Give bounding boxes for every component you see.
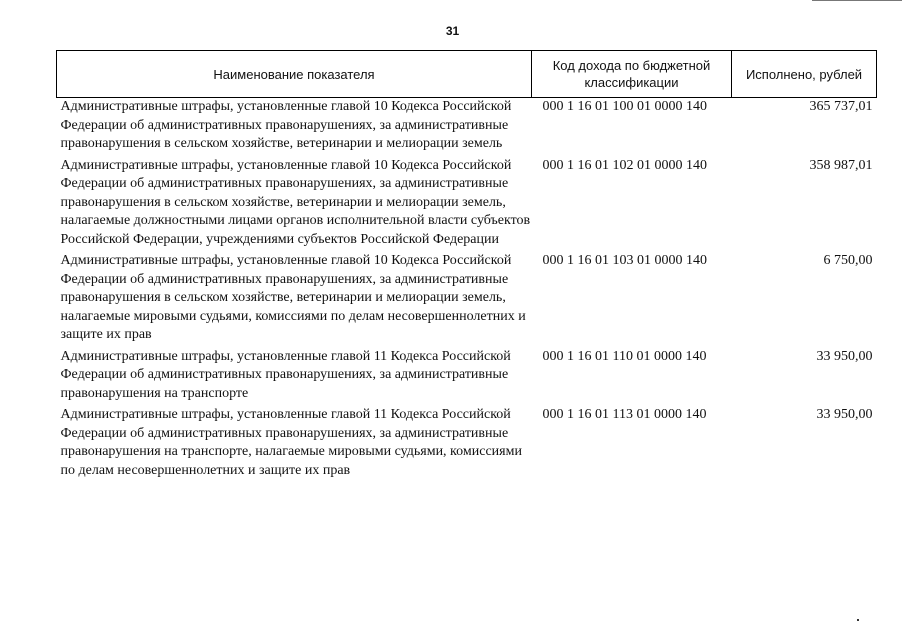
table-row [57,98,877,157]
scan-edge-line [812,0,902,1]
row-executed-amount: 33 950,00 [816,348,873,364]
row-indicator-name: Административные штрафы, установленные главой 11 Кодекса Российской Федерации об административных правонарушениях, за административные правонарушения на транспорте, налагаемые мировыми судьями, комиссиями по делам несовершеннолетних и защите их прав [60,407,522,478]
scan-speck [857,619,859,621]
table-row [57,406,877,483]
row-revenue-code: 000 1 16 01 103 01 0000 140 [542,253,707,268]
header-revenue-code: Код дохода по бюджетной классификации [532,51,732,98]
row-revenue-code: 000 1 16 01 113 01 0000 140 [542,407,707,422]
row-revenue-code: 000 1 16 01 110 01 0000 140 [542,348,707,364]
table-row [57,157,877,253]
row-indicator-name: Административные штрафы, установленные главой 11 Кодекса Российской Федерации об административных правонарушениях, за административные правонарушения на транспорте [60,348,511,401]
row-executed-amount: 365 737,01 [809,99,873,114]
row-revenue-code: 000 1 16 01 102 01 0000 140 [542,157,707,173]
revenue-table [56,50,877,483]
row-executed-amount: 33 950,00 [816,407,873,422]
row-indicator-name: Административные штрафы, установленные главой 10 Кодекса Российской Федерации об административных правонарушениях, за административные правонарушения в сельском хозяйстве, ветеринарии и мелиорации земель, налагаемые должностными лицами органов исполнительной власти субъектов Российской Федерации, учреждениями субъектов Российской Федерации [60,157,531,247]
table-row [57,252,877,348]
row-indicator-name: Административные штрафы, установленные главой 10 Кодекса Российской Федерации об административных правонарушениях, за административные правонарушения в сельском хозяйстве, ветеринарии и мелиорации земель [60,99,512,151]
row-indicator-name: Административные штрафы, установленные главой 10 Кодекса Российской Федерации об административных правонарушениях, за административные правонарушения в сельском хозяйстве, ветеринарии и мелиорации земель, налагаемые мировыми судьями, комиссиями по делам несовершеннолетних и защите их прав [60,253,526,342]
header-executed-amount: Исполнено, рублей [732,51,877,98]
table-header-row [57,51,877,98]
page-number: 31 [445,24,460,38]
row-executed-amount: 358 987,01 [809,157,873,173]
row-revenue-code: 000 1 16 01 100 01 0000 140 [542,99,707,114]
table-row [57,348,877,407]
row-executed-amount: 6 750,00 [823,253,873,268]
header-indicator-name: Наименование показателя [57,51,532,98]
